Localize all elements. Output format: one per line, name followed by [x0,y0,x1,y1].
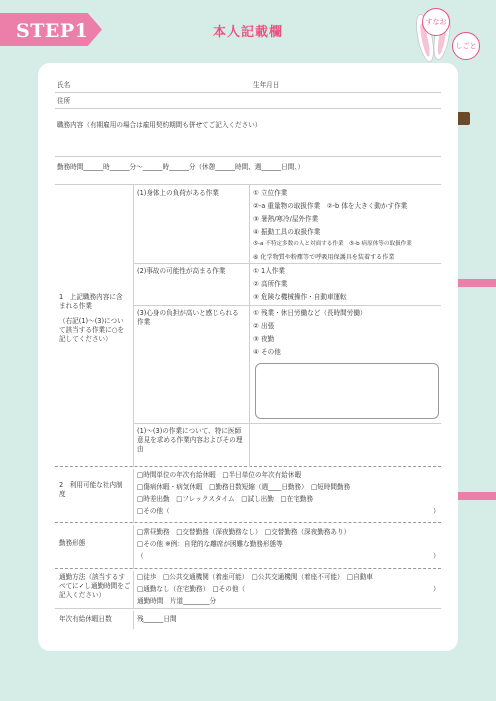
commute-lines [137,573,441,609]
section2-title: 2 利用可能な社内制度 [59,481,123,498]
section2-line: □時間単位の年次有給休暇 □半日単位の年次有給休暇 [137,471,302,479]
sub1-item: ②-a 重量物の取扱作業 ②-b 体を大きく動かす作業 [253,202,408,210]
sub-divider [134,263,441,264]
section2-line: □時差出勤 □フレックスタイム □試し出勤 □在宅勤務 [137,495,314,503]
section2-line: □傷病休暇・病気休暇 □勤務日数短縮（週____日勤務） □短時間勤務 [137,483,351,491]
name-label: 氏名 [57,81,71,89]
leave-divider [133,611,134,629]
hours-line: 勤務時間______時______分～______時______分（休憩______時間、週______日間、） [57,163,305,171]
job-row [55,111,441,157]
form-card [38,63,458,651]
work-form [55,525,441,569]
sub-divider [134,305,441,306]
sub1-item: ④ 振動工具の取扱作業 [253,228,321,236]
leave-label: 年次有給休暇日数 [59,615,112,623]
work-form-line: □常昼勤務 □交替勤務（深夜勤務なし） □交替勤務（深夜勤務あり） [137,528,351,536]
work-form-lines [137,528,441,564]
sub2-item: ② 高所作業 [253,280,288,288]
section2-line: □その他（ [137,507,170,515]
section1-note: （右記(1)～(3)について該当する作業に○を記してください） [59,317,125,343]
sub3-list [253,309,443,361]
sub3-item: ③ 夜勤 [253,335,275,343]
address-row [55,95,441,109]
sub3-item: ① 残業・休日労働など（長時間労働） [253,309,367,317]
section2-close: ） [433,507,440,515]
sub2-label: (2)事故の可能性が高まる作業 [137,267,226,275]
work-form-label: 勤務形態 [59,539,86,547]
commute-label: 通勤方法（該当するすべてに✓し通勤時間をご記入ください） [59,573,131,599]
commute-divider [133,571,134,609]
work-form-line: □その他 ※例：自発的な離席が困難な勤務形態等 [137,540,283,548]
birth-label: 生年月日 [253,81,280,89]
sub4-label: (1)～(3)の作業について、特に医師意見を求める作業内容およびその理由 [137,427,243,453]
commute-line: 通勤時間 片道________分 [137,597,217,605]
commute-line: □徒歩 □公共交通機関（着座可能） □公共交通機関（着座不可能） □自動車 [137,573,373,581]
sub1-item: ⑥ 化学物質や粉塵等で呼吸用保護具を装着する作業 [253,254,395,261]
sub1-item: ⑤-a 不特定多数の人と対面する作業 ⑤-b 病原体等の取扱作業 [253,241,412,247]
name-row [55,79,441,93]
step-label: STEP1 [16,20,89,42]
section1-divider-mid [249,185,250,467]
commute-line: □通勤なし（在宅勤務） □その他（ [137,585,246,593]
sub3-item: ④ その他 [253,348,281,356]
address-label: 住所 [57,97,71,105]
section1-divider-left [133,185,134,467]
section2-divider [133,469,134,523]
work-form-divider [133,525,134,569]
section1 [55,185,441,467]
sub3-item: ② 出張 [253,322,275,330]
sub1-label: (1)身体上の負荷がある作業 [137,189,219,197]
page-title: 本人記載欄 [212,25,283,40]
commute [55,571,441,609]
sub1-list [253,189,443,267]
job-label: 職務内容（有期雇用の場合は雇用契約期間も併せてご記入ください） [57,121,262,129]
other-input-bracket[interactable] [255,363,439,419]
sub-divider [134,423,441,424]
mascot-bubble-2: しごと [452,32,480,60]
sub1-item: ③ 暑熱/寒冷/屋外作業 [253,215,319,223]
leave [55,611,441,629]
mascot-bubble-1: すなお [422,8,450,36]
sub1-item: ① 立位作業 [253,189,288,197]
sub2-item: ① 1人作業 [253,267,285,275]
sub2-item: ③ 危険な機械操作・自動車運転 [253,293,347,301]
section1-title: 1 上記職務内容に含まれる作業 [59,293,123,310]
sub3-label: (3)心身の負担が高いと感じられる作業 [137,309,239,326]
sub2-list [253,267,443,306]
commute-close: ） [433,585,440,593]
work-form-close: ） [433,552,440,560]
work-form-line: （ [137,552,144,560]
hours-row [55,159,441,185]
leave-value: 残______日間 [137,615,177,623]
section2-lines [137,471,441,519]
section2 [55,469,441,523]
